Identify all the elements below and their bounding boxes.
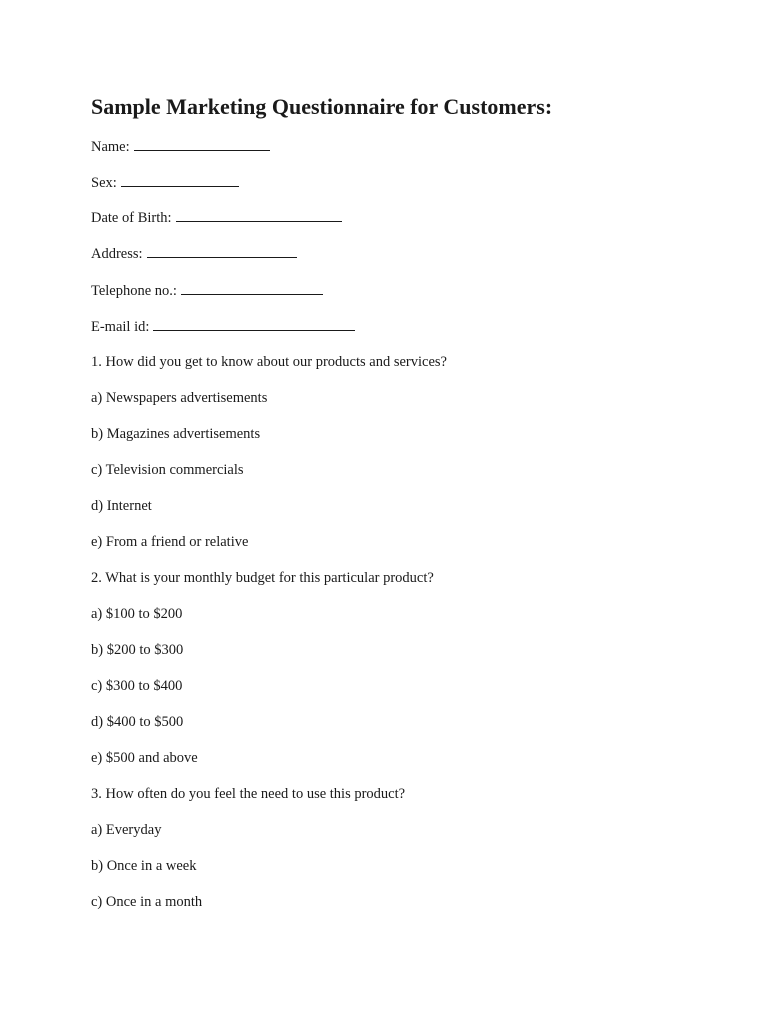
q2-option-e[interactable]: e) $500 and above (91, 750, 198, 766)
q1-option-b[interactable]: b) Magazines advertisements (91, 426, 261, 442)
address-field[interactable] (147, 245, 297, 258)
sex-field[interactable] (121, 174, 239, 187)
telephone-field-row (91, 282, 323, 300)
q3-option-a[interactable]: a) Everyday (91, 822, 162, 838)
question-1: 1. How did you get to know about our products and services? (91, 354, 447, 370)
sex-field-row (91, 174, 239, 192)
email-field-row (91, 318, 355, 336)
name-field-row (91, 138, 270, 156)
question-3: 3. How often do you feel the need to use this product? (91, 786, 406, 802)
address-label: Address: (91, 246, 143, 262)
q1-option-d[interactable]: d) Internet (91, 498, 152, 514)
q1-option-a[interactable]: a) Newspapers advertisements (91, 390, 268, 406)
question-2: 2. What is your monthly budget for this particular product? (91, 570, 434, 586)
q2-option-a[interactable]: a) $100 to $200 (91, 606, 183, 622)
document-title: Sample Marketing Questionnaire for Customers: (91, 94, 553, 119)
q1-option-e[interactable]: e) From a friend or relative (91, 534, 249, 550)
sex-label: Sex: (91, 175, 117, 191)
q1-option-c[interactable]: c) Television commercials (91, 462, 244, 478)
name-label: Name: (91, 139, 130, 155)
q2-option-b[interactable]: b) $200 to $300 (91, 642, 184, 658)
dob-field[interactable] (176, 209, 342, 222)
q3-option-c[interactable]: c) Once in a month (91, 894, 203, 910)
q3-option-b[interactable]: b) Once in a week (91, 858, 197, 874)
dob-label: Date of Birth: (91, 210, 172, 226)
telephone-field[interactable] (181, 282, 323, 295)
q2-option-c[interactable]: c) $300 to $400 (91, 678, 183, 694)
name-field[interactable] (134, 138, 270, 151)
q2-option-d[interactable]: d) $400 to $500 (91, 714, 184, 730)
email-field[interactable] (153, 318, 355, 331)
telephone-label: Telephone no.: (91, 283, 177, 299)
address-field-row (91, 245, 297, 263)
dob-field-row (91, 209, 342, 227)
email-label: E-mail id: (91, 319, 150, 335)
